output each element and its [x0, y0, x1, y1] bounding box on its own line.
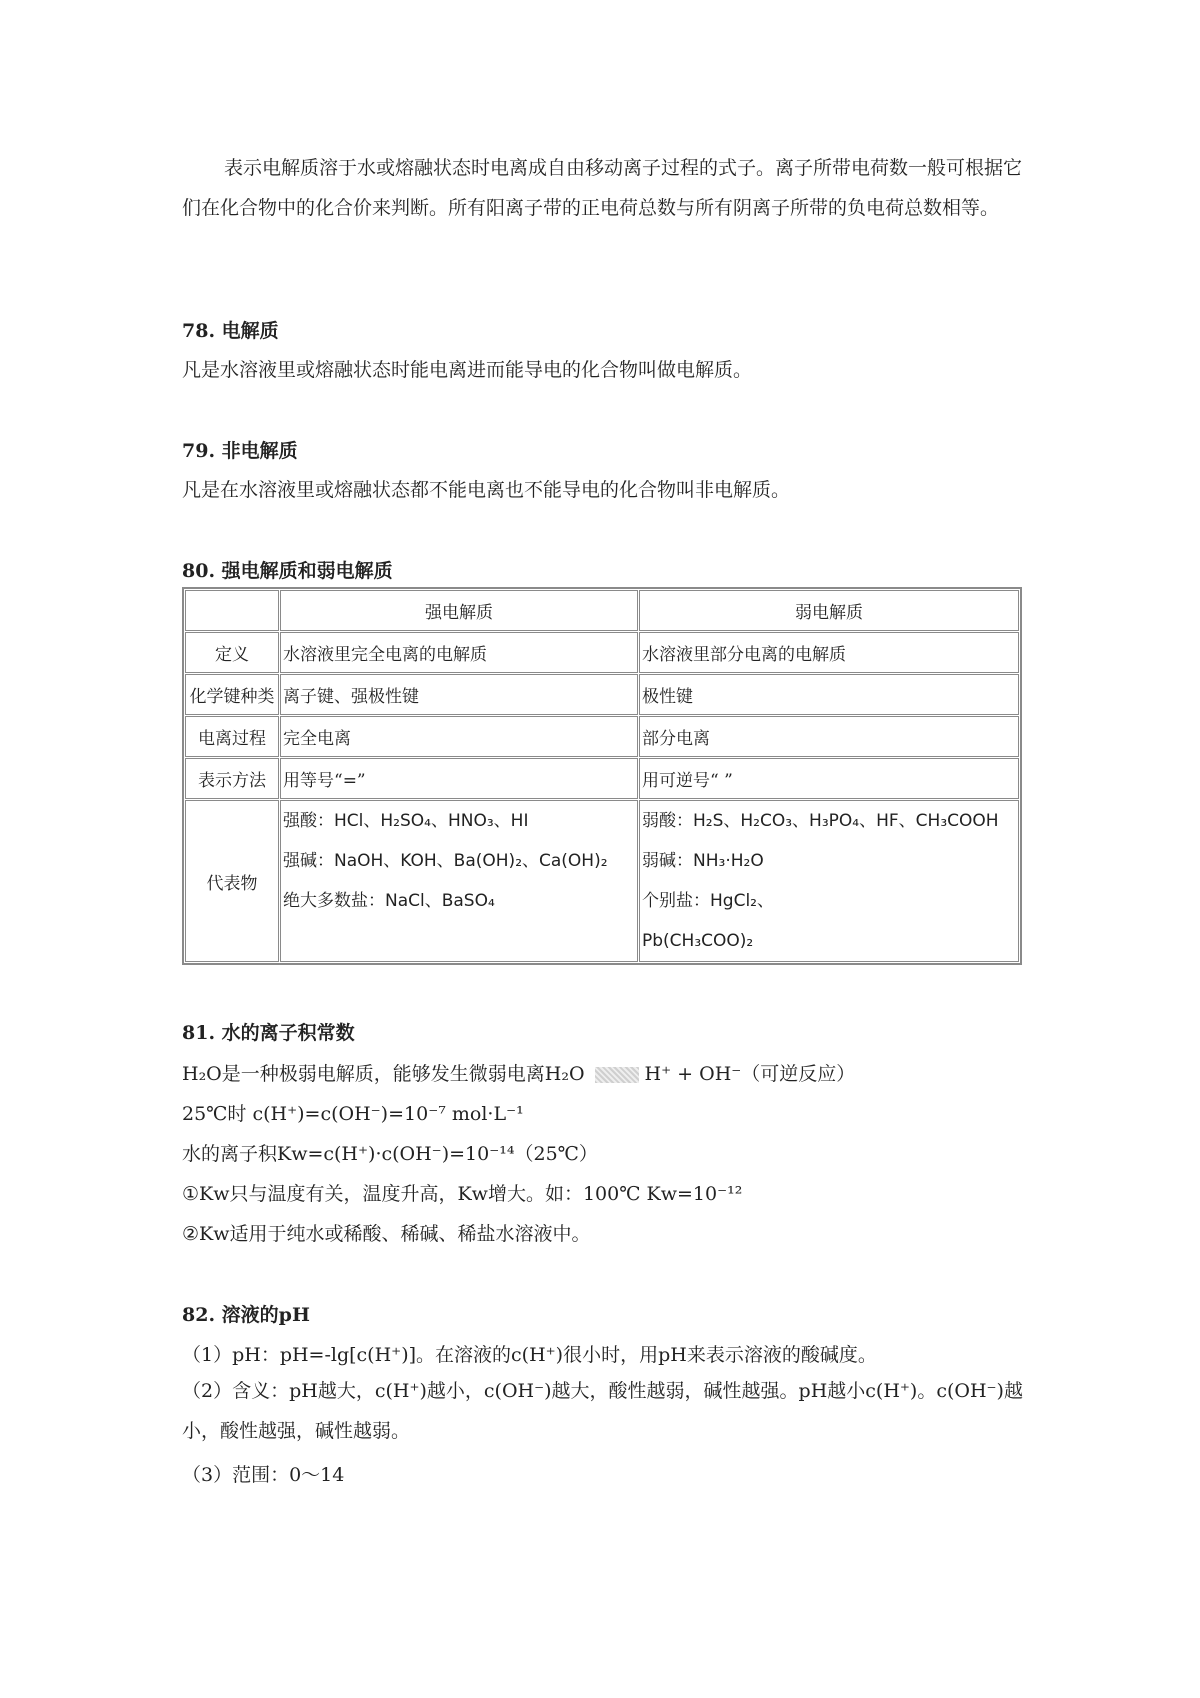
- table-row-label: 定义: [185, 632, 279, 673]
- ionization-products: H⁺ + OH⁻（可逆反应）: [644, 1063, 856, 1085]
- table-row: [185, 758, 1019, 799]
- table-cell: 完全电离: [280, 716, 638, 757]
- example-label: 绝大多数盐：: [283, 891, 385, 911]
- example-line: [283, 881, 635, 921]
- example-formulas: NaCl、BaSO₄: [385, 891, 495, 911]
- ionization-text: H₂O是一种极弱电解质，能够发生微弱电离H₂O: [182, 1063, 585, 1085]
- example-line: [642, 881, 1016, 921]
- example-label: 个别盐：: [642, 891, 710, 911]
- table-row: [185, 632, 1019, 673]
- example-formulas: H₂S、H₂CO₃、H₃PO₄、HF、CH₃COOH: [693, 811, 999, 831]
- section-81-line-1: [182, 1059, 855, 1086]
- example-line: [642, 921, 1016, 961]
- example-line-empty: [283, 921, 635, 961]
- example-label: 强碱：: [283, 851, 334, 871]
- table-row-label: 化学键种类: [185, 674, 279, 715]
- example-line: [283, 841, 635, 881]
- table-row: [185, 716, 1019, 757]
- example-line: [642, 801, 1016, 841]
- example-formulas: HgCl₂、: [710, 891, 774, 911]
- table-header-cell: 强电解质: [280, 590, 638, 631]
- table-cell: 部分电离: [639, 716, 1019, 757]
- table-cell: 用等号“=”: [280, 758, 638, 799]
- example-label: 弱碱：: [642, 851, 693, 871]
- weak-electrolyte-examples: [639, 800, 1019, 962]
- reversible-arrow-icon: [595, 1067, 639, 1083]
- section-82-line-3: （3）范围：0～14: [182, 1464, 345, 1486]
- table-cell: 极性键: [639, 674, 1019, 715]
- section-79-body: 凡是在水溶液里或熔融状态都不能电离也不能导电的化合物叫非电解质。: [182, 479, 791, 501]
- table-row-label: 代表物: [185, 800, 279, 962]
- section-82-line-1: （1）pH：pH=-lg[c(H⁺)]。在溶液的c(H⁺)很小时，用pH来表示溶液的酸碱度。: [182, 1344, 877, 1366]
- table-row-representatives: [185, 800, 1019, 962]
- electrolyte-comparison-table: [182, 587, 1022, 965]
- example-line: [642, 841, 1016, 881]
- table-row-label: 电离过程: [185, 716, 279, 757]
- section-79-title: 79. 非电解质: [182, 440, 298, 462]
- example-formulas: NaOH、KOH、Ba(OH)₂、Ca(OH)₂: [334, 851, 608, 871]
- section-81-line-5: ②Kw适用于纯水或稀酸、稀碱、稀盐水溶液中。: [182, 1223, 591, 1245]
- table-row: [185, 674, 1019, 715]
- example-line: [283, 801, 635, 841]
- section-81-title: 81. 水的离子积常数: [182, 1022, 355, 1044]
- example-label: 强酸：: [283, 811, 334, 831]
- section-81-line-2: 25℃时 c(H⁺)=c(OH⁻)=10⁻⁷ mol·L⁻¹: [182, 1103, 524, 1125]
- section-81-line-4: ①Kw只与温度有关，温度升高，Kw增大。如：100℃ Kw=10⁻¹²: [182, 1183, 743, 1205]
- table-cell: 水溶液里完全电离的电解质: [280, 632, 638, 673]
- table-header-row: [185, 590, 1019, 631]
- section-80-title: 80. 强电解质和弱电解质: [182, 560, 393, 582]
- example-formulas: HCl、H₂SO₄、HNO₃、HI: [334, 811, 529, 831]
- section-82-title: 82. 溶液的pH: [182, 1304, 310, 1326]
- example-formulas: Pb(CH₃COO)₂: [642, 931, 754, 951]
- example-formulas: NH₃·H₂O: [693, 851, 764, 871]
- table-cell: 水溶液里部分电离的电解质: [639, 632, 1019, 673]
- intro-paragraph: 表示电解质溶于水或熔融状态时电离成自由移动离子过程的式子。离子所带电荷数一般可根据它们在化合物中的化合价来判断。所有阳离子带的正电荷总数与所有阴离子所带的负电荷总数相等。: [182, 157, 1023, 219]
- section-78-body: 凡是水溶液里或熔融状态时能电离进而能导电的化合物叫做电解质。: [182, 359, 753, 381]
- table-header-cell: [185, 590, 279, 631]
- strong-electrolyte-examples: [280, 800, 638, 962]
- section-78-title: 78. 电解质: [182, 320, 279, 342]
- table-row-label: 表示方法: [185, 758, 279, 799]
- table-cell: 离子键、强极性键: [280, 674, 638, 715]
- section-82-line-2: （2）含义：pH越大，c(H⁺)越小，c(OH⁻)越大，酸性越弱，碱性越强。pH越小c(H⁺)。c(OH⁻)越小，酸性越强，碱性越弱。: [182, 1380, 1023, 1442]
- example-label: 弱酸：: [642, 811, 693, 831]
- table-cell: 用可逆号“ ”: [639, 758, 1019, 799]
- section-81-line-3: 水的离子积Kw=c(H⁺)·c(OH⁻)=10⁻¹⁴（25℃）: [182, 1143, 598, 1165]
- table-header-cell: 弱电解质: [639, 590, 1019, 631]
